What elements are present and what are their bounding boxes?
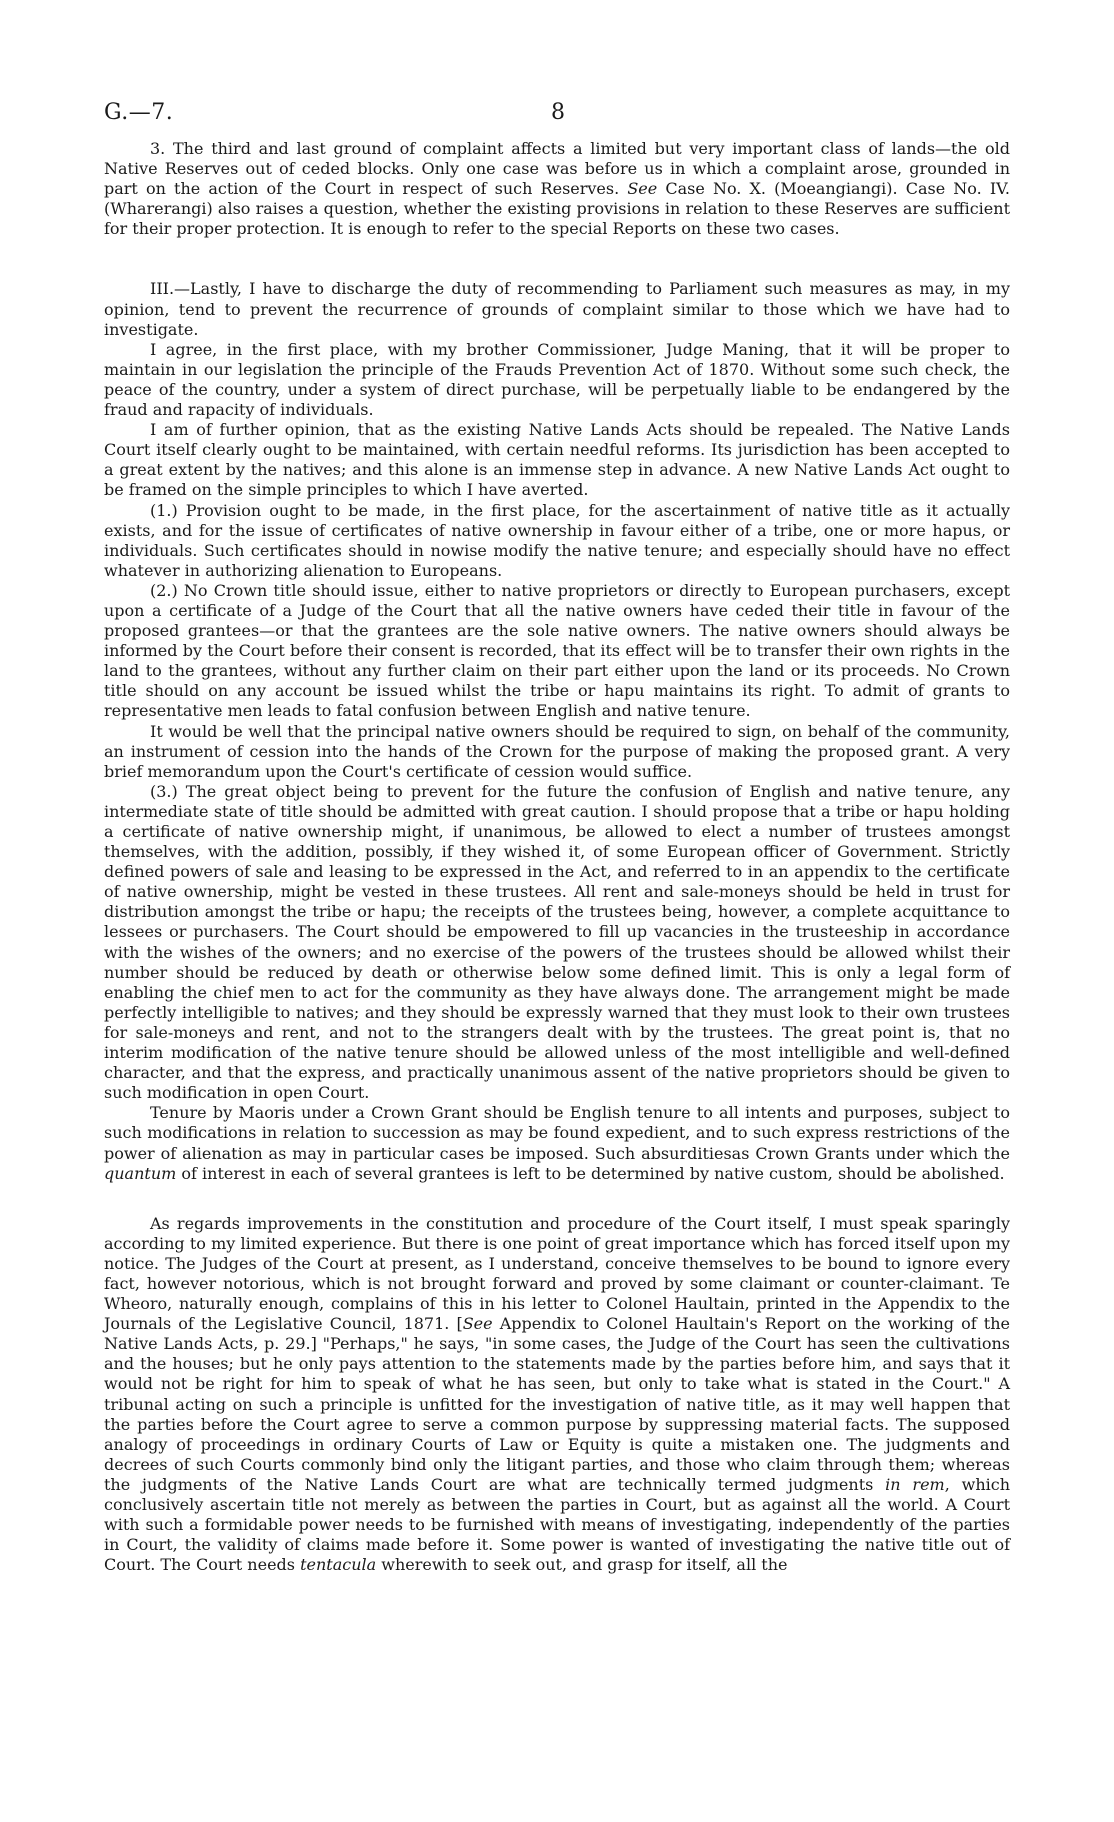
paragraph-tenure: Tenure by Maoris under a Crown Grant should be English tenure to all intents and purposes, subject to such modifications in relation to succession as may be found expedient, and to such express restrictions of the power of alienation as may in particular cases be imposed. Such absurditiesas Crown Grants under which the quantum of interest in each of several grantees is left to be determined by native custom, should be abolished. [104, 1103, 1010, 1183]
paragraph-cession: It would be well that the principal native owners should be required to sign, on behalf of the community, an instrument of cession into the hands of the Crown for the purpose of making the proposed grant. A very brief memorandum upon the Court's certificate of cession would suffice. [104, 721, 1010, 781]
document-body [104, 139, 1010, 1575]
italic-term: quantum [104, 1163, 177, 1183]
italic-term: See [462, 1314, 493, 1334]
page-number: 8 [551, 100, 565, 125]
paragraph-section-iii: III.—Lastly, I have to discharge the duty of recommending to Parliament such measures as may, in my opinion, tend to prevent the recurrence of grounds of complaint similar to those which we have had to investigate. [104, 279, 1010, 339]
italic-term: in rem [885, 1474, 945, 1494]
paragraph-provision-2: (2.) No Crown title should issue, either to native proprietors or directly to European purchasers, except upon a certificate of a Judge of the Court that all the native owners have ceded their title in favour of the proposed grantees—or that the grantees are the sole native owners. The native owners should always be informed by the Court before their consent is recorded, that its effect will be to transfer their own rights in the land to the grantees, without any further claim on their part either upon the land or its proceeds. No Crown title should on any account be issued whilst the tribe or hapu maintains its right. To admit of grants to representative men leads to fatal confusion between English and native tenure. [104, 580, 1010, 721]
paragraph-frauds-prevention: I agree, in the first place, with my brother Commissioner, Judge Maning, that it will be proper to maintain in our legislation the principle of the Frauds Prevention Act of 1870. Without some such check, the peace of the country, under a system of direct purchase, will be perpetually liable to be endangered by the fraud and rapacity of individuals. [104, 339, 1010, 420]
italic-term: tentacula [300, 1555, 377, 1575]
paragraph-provision-3: (3.) The great object being to prevent for the future the confusion of English and native tenure, any intermediate state of title should be admitted with great caution. I should propose that a tribe or hapu holding a certificate of native ownership might, if unanimous, be allowed to elect a number of trustees amongst themselves, with the addition, possibly, if they wished it, of some European officer of Government. Strictly defined powers of sale and leasing to be expressed in the Act, and referred to in an appendix to the certificate of native ownership, might be vested in these trustees. All rent and sale-moneys should be held in trust for distribution amongst the tribe or hapu; the receipts of the trustees being, however, a complete acquittance to lessees or purchasers. The Court should be empowered to fill up vacancies in the trusteeship in accordance with the wishes of the owners; and no exercise of the powers of the trustees should be allowed whilst their number should be reduced by death or otherwise below some defined limit. This is only a legal form of enabling the chief men to act for the community as they have always done. The arrangement might be made perfectly intelligible to natives; and they should be expressly warned that they must look to their own trustees for sale-moneys and rent, and not to the strangers dealt with by the trustees. The great point is, that no interim modification of the native tenure should be allowed unless of the most intelligible and well-defined character, and that the express, and practically unanimous assent of the native proprietors should be given to such modification in open Court. [104, 781, 1010, 1103]
paragraph-reserves: 3. The third and last ground of complaint affects a limited but very important class of lands—the old Native Reserves out of ceded blocks. Only one case was before us in which a complaint arose, grounded in part on the action of the Court in respect of such Reserves. See Case No. X. (Moeangiangi). Case No. IV. (Wharerangi) also raises a question, whether the existing provisions in relation to these Reserves are sufficient for their proper protection. It is enough to refer to the special Reports on these two cases. [104, 139, 1011, 239]
paragraph-provision-1: (1.) Provision ought to be made, in the first place, for the ascertainment of native title as it actually exists, and for the issue of certificates of native ownership in favour either of a tribe, one or more hapus, or individuals. Such certificates should in nowise modify the native tenure; and especially should have no effect whatever in authorizing alienation to Europeans. [104, 500, 1010, 580]
document-reference: G.—7. [104, 100, 174, 125]
page-header [104, 100, 1010, 132]
paragraph-repeal-acts: I am of further opinion, that as the existing Native Lands Acts should be repealed. The Native Lands Court itself clearly ought to be maintained, with certain needful reforms. Its jurisdiction has been accepted to a great extent by the natives; and this alone is an immense step in advance. A new Native Lands Act ought to be framed on the simple principles to which I have averted. [104, 420, 1010, 500]
paragraph-court-procedure: As regards improvements in the constitution and procedure of the Court itself, I must speak sparingly according to my limited experience. But there is one point of great importance which has forced itself upon my notice. The Judges of the Court at present, as I understand, conceive themselves to be bound to ignore every fact, however notorious, which is not brought forward and proved by some claimant or counter-claimant. Te Wheoro, naturally enough, complains of this in his letter to Colonel Haultain, printed in the Appendix to the Journals of the Legislative Council, 1871. [See Appendix to Colonel Haultain's Report on the working of the Native Lands Acts, p. 29.] "Perhaps," he says, "in some cases, the Judge of the Court has seen the cultivations and the houses; but he only pays attention to the statements made by the parties before him, and says that it would not be right for him to speak of what he has seen, but only to take what is stated in the Court." A tribunal acting on such a principle is unfitted for the investigation of native title, as it may well happen that the parties before the Court agree to serve a common purpose by suppressing material facts. The supposed analogy of proceedings in ordinary Courts of Law or Equity is quite a mistaken one. The judgments and decrees of such Courts commonly bind only the litigant parties, and those who claim through them; whereas the judgments of the Native Lands Court are what are technically termed judgments in rem, which conclusively ascertain title not merely as between the parties in Court, but as against all the world. A Court with such a formidable power needs to be furnished with means of investigating, independently of the parties in Court, the validity of claims made before it. Some power is wanted of investigating the native title out of Court. The Court needs tentacula wherewith to seek out, and grasp for itself, all the [104, 1213, 1011, 1575]
italic-term: See [627, 179, 658, 199]
